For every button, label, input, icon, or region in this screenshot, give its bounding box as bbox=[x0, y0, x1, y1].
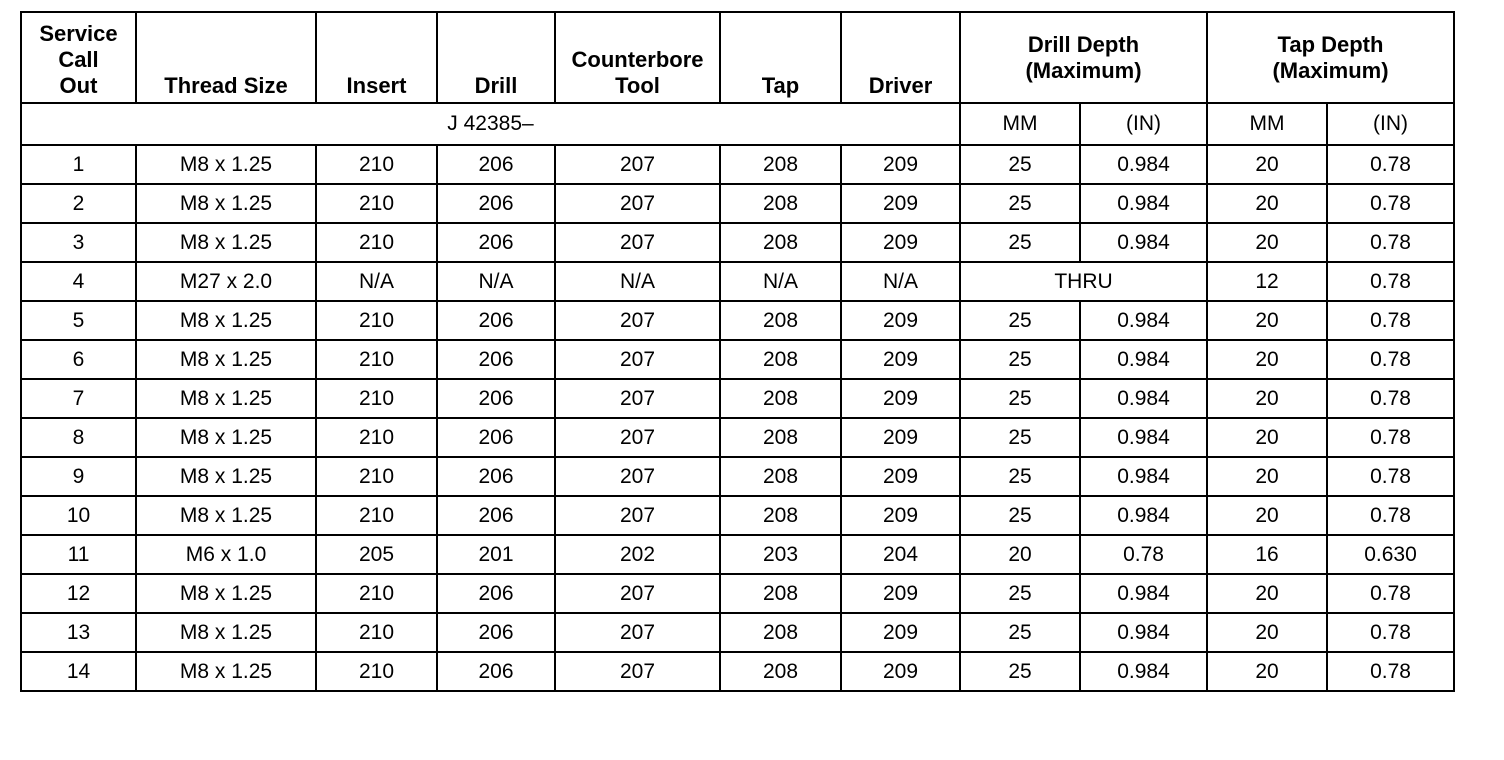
cell-drill-depth-mm: 25 bbox=[960, 379, 1080, 418]
cell-tap-depth-in: 0.78 bbox=[1327, 223, 1454, 262]
cell-drill-depth-mm: 25 bbox=[960, 652, 1080, 691]
cell-tap: 208 bbox=[720, 457, 841, 496]
cell-counterbore: 207 bbox=[555, 613, 720, 652]
cell-tap: N/A bbox=[720, 262, 841, 301]
table-row bbox=[21, 613, 1454, 652]
cell-call-out: 12 bbox=[21, 574, 136, 613]
cell-counterbore: 207 bbox=[555, 652, 720, 691]
cell-insert: 210 bbox=[316, 457, 437, 496]
cell-driver: 209 bbox=[841, 574, 960, 613]
cell-drill-depth-in: 0.984 bbox=[1080, 379, 1207, 418]
table-row bbox=[21, 652, 1454, 691]
cell-drill-depth-in: 0.984 bbox=[1080, 457, 1207, 496]
cell-tap-depth-in: 0.78 bbox=[1327, 574, 1454, 613]
header-service-call-out-line: Service bbox=[39, 21, 118, 46]
cell-tap-depth-mm: 20 bbox=[1207, 184, 1327, 223]
cell-counterbore: 202 bbox=[555, 535, 720, 574]
header-service-call-out-line: Out bbox=[59, 73, 98, 98]
cell-tap-depth-in: 0.78 bbox=[1327, 457, 1454, 496]
cell-insert: 210 bbox=[316, 301, 437, 340]
cell-driver: 209 bbox=[841, 145, 960, 184]
cell-tap-depth-in: 0.78 bbox=[1327, 340, 1454, 379]
cell-drill-depth-thru: THRU bbox=[960, 262, 1207, 301]
cell-drill-depth-mm: 25 bbox=[960, 340, 1080, 379]
cell-tap-depth-in: 0.78 bbox=[1327, 262, 1454, 301]
cell-counterbore: N/A bbox=[555, 262, 720, 301]
cell-tap-depth-mm: 20 bbox=[1207, 652, 1327, 691]
cell-drill-depth-mm: 25 bbox=[960, 145, 1080, 184]
cell-insert: 210 bbox=[316, 184, 437, 223]
tap-depth-in-unit: (IN) bbox=[1327, 103, 1454, 145]
cell-tap: 208 bbox=[720, 613, 841, 652]
cell-tap: 208 bbox=[720, 418, 841, 457]
cell-tap-depth-in: 0.78 bbox=[1327, 613, 1454, 652]
table-row bbox=[21, 223, 1454, 262]
cell-counterbore: 207 bbox=[555, 574, 720, 613]
cell-tap-depth-mm: 20 bbox=[1207, 340, 1327, 379]
header-counterbore-tool-line: Counterbore bbox=[571, 47, 704, 72]
cell-drill-depth-in: 0.78 bbox=[1080, 535, 1207, 574]
table-row bbox=[21, 340, 1454, 379]
cell-thread-size: M8 x 1.25 bbox=[136, 340, 316, 379]
cell-drill-depth-in: 0.984 bbox=[1080, 145, 1207, 184]
cell-counterbore: 207 bbox=[555, 379, 720, 418]
thread-repair-spec-table bbox=[20, 11, 1455, 692]
header-counterbore-tool bbox=[555, 12, 720, 103]
cell-drill: 206 bbox=[437, 184, 555, 223]
cell-drill: 206 bbox=[437, 574, 555, 613]
cell-insert: 210 bbox=[316, 223, 437, 262]
cell-driver: 209 bbox=[841, 340, 960, 379]
cell-thread-size: M6 x 1.0 bbox=[136, 535, 316, 574]
cell-driver: 209 bbox=[841, 418, 960, 457]
cell-drill-depth-in: 0.984 bbox=[1080, 574, 1207, 613]
cell-drill: 206 bbox=[437, 457, 555, 496]
cell-tap-depth-mm: 20 bbox=[1207, 574, 1327, 613]
cell-tap-depth-in: 0.78 bbox=[1327, 418, 1454, 457]
cell-tap-depth-mm: 20 bbox=[1207, 223, 1327, 262]
table-body bbox=[21, 145, 1454, 691]
header-drill-depth-line: (Maximum) bbox=[1025, 57, 1142, 83]
cell-tap-depth-mm: 20 bbox=[1207, 379, 1327, 418]
cell-thread-size: M8 x 1.25 bbox=[136, 574, 316, 613]
cell-insert: 210 bbox=[316, 145, 437, 184]
header-driver: Driver bbox=[841, 12, 960, 103]
cell-driver: 209 bbox=[841, 223, 960, 262]
cell-tap-depth-mm: 20 bbox=[1207, 145, 1327, 184]
cell-thread-size: M8 x 1.25 bbox=[136, 184, 316, 223]
cell-thread-size: M8 x 1.25 bbox=[136, 145, 316, 184]
cell-tap-depth-mm: 20 bbox=[1207, 496, 1327, 535]
cell-tap-depth-in: 0.78 bbox=[1327, 496, 1454, 535]
cell-drill: 206 bbox=[437, 652, 555, 691]
table-row bbox=[21, 457, 1454, 496]
cell-call-out: 4 bbox=[21, 262, 136, 301]
cell-insert: 210 bbox=[316, 652, 437, 691]
cell-drill: 201 bbox=[437, 535, 555, 574]
cell-insert: N/A bbox=[316, 262, 437, 301]
cell-call-out: 14 bbox=[21, 652, 136, 691]
cell-thread-size: M8 x 1.25 bbox=[136, 496, 316, 535]
cell-drill-depth-mm: 25 bbox=[960, 496, 1080, 535]
cell-driver: 204 bbox=[841, 535, 960, 574]
cell-drill-depth-in: 0.984 bbox=[1080, 652, 1207, 691]
cell-counterbore: 207 bbox=[555, 340, 720, 379]
cell-tap-depth-in: 0.78 bbox=[1327, 184, 1454, 223]
cell-drill-depth-mm: 20 bbox=[960, 535, 1080, 574]
cell-tap: 208 bbox=[720, 145, 841, 184]
cell-drill-depth-mm: 25 bbox=[960, 184, 1080, 223]
drill-depth-in-unit: (IN) bbox=[1080, 103, 1207, 145]
cell-tap-depth-mm: 20 bbox=[1207, 613, 1327, 652]
cell-drill: 206 bbox=[437, 379, 555, 418]
cell-tap: 208 bbox=[720, 301, 841, 340]
cell-thread-size: M8 x 1.25 bbox=[136, 613, 316, 652]
cell-driver: 209 bbox=[841, 652, 960, 691]
cell-call-out: 13 bbox=[21, 613, 136, 652]
cell-call-out: 2 bbox=[21, 184, 136, 223]
cell-drill-depth-in: 0.984 bbox=[1080, 223, 1207, 262]
cell-drill: 206 bbox=[437, 613, 555, 652]
prefix-unit-row bbox=[21, 103, 1454, 145]
header-tap: Tap bbox=[720, 12, 841, 103]
table-row bbox=[21, 262, 1454, 301]
cell-drill-depth-mm: 25 bbox=[960, 574, 1080, 613]
cell-driver: 209 bbox=[841, 457, 960, 496]
header-drill-depth bbox=[960, 12, 1207, 103]
cell-tap-depth-in: 0.630 bbox=[1327, 535, 1454, 574]
header-drill: Drill bbox=[437, 12, 555, 103]
cell-tap: 208 bbox=[720, 379, 841, 418]
table-row bbox=[21, 184, 1454, 223]
table-row bbox=[21, 496, 1454, 535]
cell-call-out: 3 bbox=[21, 223, 136, 262]
header-drill-depth-line: Drill Depth bbox=[1027, 31, 1140, 57]
cell-drill-depth-in: 0.984 bbox=[1080, 301, 1207, 340]
table-row bbox=[21, 535, 1454, 574]
cell-tap-depth-mm: 20 bbox=[1207, 457, 1327, 496]
cell-tap: 208 bbox=[720, 223, 841, 262]
cell-driver: 209 bbox=[841, 379, 960, 418]
cell-drill-depth-in: 0.984 bbox=[1080, 184, 1207, 223]
cell-counterbore: 207 bbox=[555, 418, 720, 457]
cell-tap: 208 bbox=[720, 340, 841, 379]
cell-drill: 206 bbox=[437, 496, 555, 535]
cell-call-out: 1 bbox=[21, 145, 136, 184]
cell-counterbore: 207 bbox=[555, 184, 720, 223]
header-service-call-out-line: Call bbox=[58, 47, 99, 72]
cell-thread-size: M8 x 1.25 bbox=[136, 652, 316, 691]
cell-drill-depth-in: 0.984 bbox=[1080, 613, 1207, 652]
cell-drill: 206 bbox=[437, 145, 555, 184]
cell-tap-depth-mm: 20 bbox=[1207, 301, 1327, 340]
cell-driver: 209 bbox=[841, 301, 960, 340]
cell-driver: 209 bbox=[841, 184, 960, 223]
cell-call-out: 11 bbox=[21, 535, 136, 574]
cell-tap-depth-in: 0.78 bbox=[1327, 652, 1454, 691]
cell-drill-depth-mm: 25 bbox=[960, 301, 1080, 340]
cell-drill: 206 bbox=[437, 223, 555, 262]
cell-thread-size: M8 x 1.25 bbox=[136, 457, 316, 496]
cell-insert: 210 bbox=[316, 613, 437, 652]
header-service-call-out bbox=[21, 12, 136, 103]
cell-counterbore: 207 bbox=[555, 457, 720, 496]
cell-tap-depth-mm: 16 bbox=[1207, 535, 1327, 574]
cell-tap-depth-in: 0.78 bbox=[1327, 379, 1454, 418]
cell-driver: N/A bbox=[841, 262, 960, 301]
cell-drill: 206 bbox=[437, 301, 555, 340]
cell-counterbore: 207 bbox=[555, 496, 720, 535]
cell-tap-depth-mm: 12 bbox=[1207, 262, 1327, 301]
cell-drill-depth-mm: 25 bbox=[960, 457, 1080, 496]
header-thread-size: Thread Size bbox=[136, 12, 316, 103]
table-row bbox=[21, 379, 1454, 418]
header-insert: Insert bbox=[316, 12, 437, 103]
cell-thread-size: M8 x 1.25 bbox=[136, 418, 316, 457]
cell-thread-size: M8 x 1.25 bbox=[136, 223, 316, 262]
cell-thread-size: M8 x 1.25 bbox=[136, 379, 316, 418]
cell-tap: 203 bbox=[720, 535, 841, 574]
cell-call-out: 9 bbox=[21, 457, 136, 496]
table-row bbox=[21, 418, 1454, 457]
cell-tap: 208 bbox=[720, 496, 841, 535]
cell-drill: 206 bbox=[437, 418, 555, 457]
cell-tap: 208 bbox=[720, 574, 841, 613]
cell-tap: 208 bbox=[720, 184, 841, 223]
cell-insert: 210 bbox=[316, 379, 437, 418]
cell-counterbore: 207 bbox=[555, 145, 720, 184]
cell-call-out: 10 bbox=[21, 496, 136, 535]
header-tap-depth-line: Tap Depth bbox=[1277, 31, 1384, 57]
cell-drill-depth-mm: 25 bbox=[960, 418, 1080, 457]
cell-drill: 206 bbox=[437, 340, 555, 379]
cell-insert: 210 bbox=[316, 574, 437, 613]
cell-insert: 205 bbox=[316, 535, 437, 574]
header-counterbore-tool-line: Tool bbox=[615, 73, 660, 98]
cell-call-out: 5 bbox=[21, 301, 136, 340]
cell-counterbore: 207 bbox=[555, 223, 720, 262]
tool-number-prefix: J 42385– bbox=[21, 103, 960, 145]
cell-tap-depth-mm: 20 bbox=[1207, 418, 1327, 457]
cell-counterbore: 207 bbox=[555, 301, 720, 340]
cell-insert: 210 bbox=[316, 496, 437, 535]
cell-call-out: 8 bbox=[21, 418, 136, 457]
cell-thread-size: M8 x 1.25 bbox=[136, 301, 316, 340]
tap-depth-mm-unit: MM bbox=[1207, 103, 1327, 145]
cell-thread-size: M27 x 2.0 bbox=[136, 262, 316, 301]
header-tap-depth-line: (Maximum) bbox=[1272, 57, 1389, 83]
cell-drill: N/A bbox=[437, 262, 555, 301]
table-row bbox=[21, 145, 1454, 184]
cell-insert: 210 bbox=[316, 418, 437, 457]
cell-insert: 210 bbox=[316, 340, 437, 379]
cell-call-out: 7 bbox=[21, 379, 136, 418]
table-row bbox=[21, 301, 1454, 340]
cell-tap-depth-in: 0.78 bbox=[1327, 145, 1454, 184]
cell-tap: 208 bbox=[720, 652, 841, 691]
cell-call-out: 6 bbox=[21, 340, 136, 379]
header-row bbox=[21, 12, 1454, 103]
drill-depth-mm-unit: MM bbox=[960, 103, 1080, 145]
cell-tap-depth-in: 0.78 bbox=[1327, 301, 1454, 340]
table-row bbox=[21, 574, 1454, 613]
header-tap-depth bbox=[1207, 12, 1454, 103]
cell-drill-depth-in: 0.984 bbox=[1080, 340, 1207, 379]
cell-driver: 209 bbox=[841, 613, 960, 652]
cell-drill-depth-in: 0.984 bbox=[1080, 418, 1207, 457]
cell-driver: 209 bbox=[841, 496, 960, 535]
cell-drill-depth-mm: 25 bbox=[960, 223, 1080, 262]
cell-drill-depth-in: 0.984 bbox=[1080, 496, 1207, 535]
cell-drill-depth-mm: 25 bbox=[960, 613, 1080, 652]
